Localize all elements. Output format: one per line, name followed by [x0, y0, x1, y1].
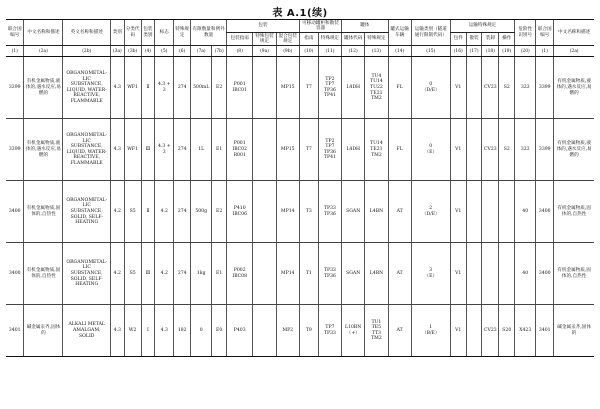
class-cell: 4.3 [110, 57, 124, 119]
vehicle-tank-cell: FL [388, 119, 411, 181]
header-class: 类别 [110, 20, 124, 46]
special-provisions-cell: 274 [174, 119, 191, 181]
portable-special-cell: TP33 TP36 [318, 243, 341, 305]
cn-name-cell: 有机金属物质,液体的,遇水反应,易燃的 [24, 119, 63, 181]
tank-special-cell: TU1 TE5 TT3 TM2 [365, 305, 388, 357]
class-code-cell: WF1 [124, 57, 141, 119]
st-bulk-cell [466, 57, 482, 119]
portable-instructions-cell: T7 [299, 119, 318, 181]
vehicle-tank-cell: FL [388, 57, 411, 119]
column-number: (6) [174, 46, 191, 57]
table-body [6, 57, 594, 357]
tank-code-cell: L4DH [342, 57, 365, 119]
un-number-2-cell: 3401 [536, 305, 554, 357]
header-st-bulk: 散装 [466, 33, 482, 46]
un-number-2-cell: 3399 [536, 119, 554, 181]
tank-special-cell: L4BN [365, 181, 388, 243]
header-class-code: 分类代码 [124, 20, 141, 46]
tank-code-cell: L10BN （+） [342, 305, 365, 357]
column-number: (16) [450, 46, 466, 57]
column-number: (15) [411, 46, 450, 57]
labels-cell: 4.3 [155, 305, 174, 357]
cn-name-cell: 有机金属物质,液体的,遇水反应,易燃的 [24, 57, 63, 119]
class-cell: 4.3 [110, 305, 124, 357]
header-packaging-group: 包装 [227, 20, 300, 33]
en-name-cell: ORGANOMETAL- LIC SUBSTANCE, LIQUID, WATER- REACTIVE, FLAMMABLE [63, 57, 110, 119]
header-un-no-2: 联合国编号 [536, 20, 554, 46]
cn-name-cell: 碱金属汞齐,固体的 [24, 305, 63, 357]
un-number-cell: 3400 [6, 243, 24, 305]
header-mixed-packing: 混合包装规定 [276, 33, 299, 46]
un-number-cell: 3399 [6, 119, 24, 181]
header-portable-special: 特殊规定 [318, 33, 341, 46]
st-packages-cell: V1 [450, 57, 466, 119]
header-st-loading: 装卸 [482, 33, 499, 46]
pkg-instructions-cell: P403 [227, 305, 253, 357]
en-name-cell: ORGANOMETAL- LIC SUBSTANCE, SOLID, SELF- HEATING [63, 181, 110, 243]
column-number: (12) [342, 46, 365, 57]
column-number: (2b) [63, 46, 110, 57]
header-special-transport-group: 运输特殊规定 [450, 20, 514, 33]
hazard-id-cell: 40 [515, 181, 536, 243]
column-number: (1) [536, 46, 554, 57]
st-loading-cell [482, 243, 499, 305]
class-cell: 4.2 [110, 181, 124, 243]
class-code-cell: S5 [124, 243, 141, 305]
column-number: (8) [227, 46, 253, 57]
column-number: (7a) [191, 46, 212, 57]
pkg-instructions-cell: P001 IBC02 R001 [227, 119, 253, 181]
column-number: (1) [6, 46, 24, 57]
un-number-cell: 3401 [6, 305, 24, 357]
column-number: (17) [466, 46, 482, 57]
header-special-provisions: 特殊规定 [174, 20, 191, 46]
packing-group-cell: Ⅲ [141, 119, 155, 181]
class-code-cell: S5 [124, 181, 141, 243]
packing-group-cell: Ⅱ [141, 181, 155, 243]
excepted-quantity-cell: E2 [212, 57, 227, 119]
tank-code-cell: SGAN [342, 181, 365, 243]
pkg-instructions-cell: P001 IBC01 [227, 57, 253, 119]
en-name-cell: ORGANOMETAL- LIC SUBSTANCE, SOLID, SELF- HEATING [63, 243, 110, 305]
column-number: (13) [365, 46, 388, 57]
class-code-cell: W2 [124, 305, 141, 357]
st-operation-cell [499, 243, 515, 305]
tank-special-cell: TU4 TU14 TU22 TE21 TM2 [365, 57, 388, 119]
column-number: (4) [141, 46, 155, 57]
excepted-quantity-cell: E2 [212, 181, 227, 243]
hazard-id-cell: X423 [515, 305, 536, 357]
pkg-special-cell [253, 119, 276, 181]
excepted-quantity-cell: E1 [212, 243, 227, 305]
pkg-special-cell [253, 243, 276, 305]
hazard-id-cell: 40 [515, 243, 536, 305]
vehicle-tank-cell: AT [388, 181, 411, 243]
header-packing-group: 包装类别 [141, 20, 155, 46]
mixed-packing-cell: MP14 [276, 181, 299, 243]
limited-quantity-cell: 1kg [191, 243, 212, 305]
header-st-operation: 操作 [499, 33, 515, 46]
transport-category-cell: 0 （D/E） [411, 57, 450, 119]
st-loading-cell: CV23 [482, 305, 499, 357]
cn-name-2-cell: 碱金属汞齐,固体的 [554, 305, 594, 357]
column-number: (3a) [110, 46, 124, 57]
st-operation-cell [499, 181, 515, 243]
header-en-name: 英文名称和描述 [63, 20, 110, 46]
transport-category-cell: 2 （D/E） [411, 181, 450, 243]
un-number-cell: 3400 [6, 181, 24, 243]
header-un-no: 联合国编号 [6, 20, 24, 46]
packing-group-cell: Ⅲ [141, 243, 155, 305]
portable-instructions-cell: T3 [299, 181, 318, 243]
table-row [6, 119, 594, 181]
pkg-instructions-cell: P410 IBC06 [227, 181, 253, 243]
packing-group-cell: Ⅰ [141, 305, 155, 357]
column-number: (3b) [124, 46, 141, 57]
column-number-row [6, 46, 594, 57]
table-title: 表 A.1(续) [272, 8, 328, 19]
st-loading-cell [482, 181, 499, 243]
cn-name-cell: 有机金属物质,固体的,自热性 [24, 243, 63, 305]
portable-special-cell: TP2 TP7 TP36 TP41 [318, 57, 341, 119]
mixed-packing-cell: MP14 [276, 243, 299, 305]
special-provisions-cell: 274 [174, 243, 191, 305]
labels-cell: 4.2 [155, 181, 174, 243]
portable-special-cell: TP2 TP7 TP36 TP41 [318, 119, 341, 181]
cn-name-2-cell: 有机金属物质,液体的,遇水反应,易燃的 [554, 57, 594, 119]
pkg-instructions-cell: P002 IBC08 [227, 243, 253, 305]
column-number: (19) [499, 46, 515, 57]
header-tank-group: 罐体 [342, 20, 388, 33]
header-portable-group: 可移动罐柜和散装容器 [299, 20, 341, 33]
header-cn-name-2: 中文名称和描述 [554, 20, 594, 46]
excepted-quantity-cell: E0 [212, 305, 227, 357]
mixed-packing-cell: MP15 [276, 57, 299, 119]
tank-code-cell: L4DH [342, 119, 365, 181]
header-tank-code: 罐体代码 [342, 33, 365, 46]
cn-name-2-cell: 有机金属物质,固体的,自热性 [554, 181, 594, 243]
header-pkg-special: 特殊包装规定 [253, 33, 276, 46]
special-provisions-cell: 274 [174, 57, 191, 119]
tank-code-cell: SGAN [342, 243, 365, 305]
st-packages-cell: V1 [450, 243, 466, 305]
cn-name-2-cell: 有机金属物质,液体的,遇水反应,易燃的 [554, 119, 594, 181]
st-packages-cell: V1 [450, 119, 466, 181]
header-tank-special: 特殊规定 [365, 33, 388, 46]
header-st-packages: 包件 [450, 33, 466, 46]
header-vehicle-tank: 罐式运输车辆 [388, 20, 411, 46]
special-provisions-cell: 182 [174, 305, 191, 357]
class-code-cell: WF1 [124, 119, 141, 181]
pkg-special-cell [253, 57, 276, 119]
un-number-2-cell: 3399 [536, 57, 554, 119]
pkg-special-cell [253, 305, 276, 357]
st-bulk-cell [466, 181, 482, 243]
st-packages-cell: V1 [450, 305, 466, 357]
labels-cell: 4.2 [155, 243, 174, 305]
labels-cell: 4.3 + 3 [155, 119, 174, 181]
pkg-special-cell [253, 181, 276, 243]
column-number: (11) [318, 46, 341, 57]
tank-special-cell: L4BN [365, 243, 388, 305]
header-portable-instructions: 指南 [299, 33, 318, 46]
limited-quantity-cell: 0 [191, 305, 212, 357]
hazard-id-cell: 323 [515, 57, 536, 119]
special-provisions-cell: 274 [174, 181, 191, 243]
hazard-id-cell: 323 [515, 119, 536, 181]
st-operation-cell: S20 [499, 305, 515, 357]
transport-category-cell: 3 （E） [411, 243, 450, 305]
column-number: (20) [515, 46, 536, 57]
tank-special-cell: TU14 TE21 TM2 [365, 119, 388, 181]
table-row [6, 243, 594, 305]
column-number: (2a) [24, 46, 63, 57]
transport-category-cell: 0 （E） [411, 119, 450, 181]
st-bulk-cell [466, 305, 482, 357]
packing-group-cell: Ⅱ [141, 57, 155, 119]
column-number: (9a) [253, 46, 276, 57]
column-number: (10) [299, 46, 318, 57]
st-bulk-cell [466, 243, 482, 305]
header-cn-name: 中文名称和描述 [24, 20, 63, 46]
class-cell: 4.3 [110, 119, 124, 181]
en-name-cell: ORGANOMETAL- LIC SUBSTANCE, LIQUID, WATER- REACTIVE, FLAMMABLE [63, 119, 110, 181]
st-operation-cell: S2 [499, 57, 515, 119]
cn-name-2-cell: 有机金属物质,固体的,自热性 [554, 243, 594, 305]
column-number: (5) [155, 46, 174, 57]
column-number: (18) [482, 46, 499, 57]
st-bulk-cell [466, 119, 482, 181]
portable-instructions-cell: T9 [299, 305, 318, 357]
portable-special-cell: TP7 TP33 [318, 305, 341, 357]
portable-special-cell: TP33 TP36 [318, 181, 341, 243]
column-number: (2a) [554, 46, 594, 57]
st-packages-cell: V1 [450, 181, 466, 243]
table-row [6, 57, 594, 119]
un-number-2-cell: 3400 [536, 243, 554, 305]
header-hazard-id: 危险性识别号 [515, 20, 536, 46]
header-row [6, 20, 594, 33]
un-number-2-cell: 3400 [536, 181, 554, 243]
class-cell: 4.2 [110, 243, 124, 305]
limited-quantity-cell: 500g [191, 181, 212, 243]
limited-quantity-cell: 1L [191, 119, 212, 181]
portable-instructions-cell: T7 [299, 57, 318, 119]
excepted-quantity-cell: E1 [212, 119, 227, 181]
st-loading-cell: CV23 [482, 119, 499, 181]
vehicle-tank-cell: AT [388, 243, 411, 305]
header-transport-category: 运输类别（隧道通行限制代码） [411, 20, 450, 46]
transport-category-cell: 1 （B/E） [411, 305, 450, 357]
mixed-packing-cell: MP15 [276, 119, 299, 181]
column-number: (14) [388, 46, 411, 57]
column-number: (7b) [212, 46, 227, 57]
labels-cell: 4.3 + 3 [155, 57, 174, 119]
portable-instructions-cell: T1 [299, 243, 318, 305]
st-operation-cell: S2 [499, 119, 515, 181]
header-labels: 标志 [155, 20, 174, 46]
cn-name-cell: 有机金属物质,固体的,自热性 [24, 181, 63, 243]
limited-quantity-cell: 500mL [191, 57, 212, 119]
header-limited-excepted: 有限数量和例外数量 [191, 20, 227, 46]
table-row [6, 181, 594, 243]
header-pkg-instructions: 包装指南 [227, 33, 253, 46]
st-loading-cell: CV23 [482, 57, 499, 119]
dangerous-goods-table [6, 19, 594, 357]
mixed-packing-cell: MP2 [276, 305, 299, 357]
vehicle-tank-cell: AT [388, 305, 411, 357]
column-number: (9b) [276, 46, 299, 57]
table-row [6, 305, 594, 357]
en-name-cell: ALKALI METAL AMALGAM, SOLID [63, 305, 110, 357]
un-number-cell: 3399 [6, 57, 24, 119]
